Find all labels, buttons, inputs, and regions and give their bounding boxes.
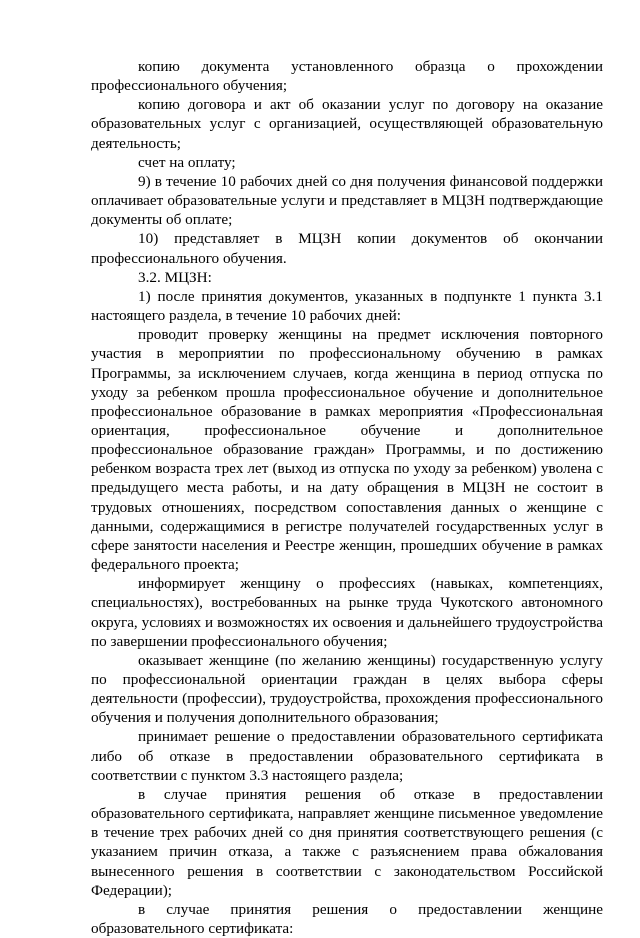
paragraph-invoice: счет на оплату;: [138, 153, 236, 171]
document-page: [91, 57, 603, 938]
paragraph-decision: принимает решение о предоставлении образовательного сертификата либо об отказе в предоставлении образовательного сертификата в соответствии с пунктом 3.3 настоящего раздела;: [91, 728, 603, 784]
paragraph-item-10: 10) представляет в МЦЗН копии документов об окончании профессионального обучения.: [91, 230, 603, 267]
paragraph-contract-copy: копию договора и акт об оказании услуг по договору на оказание образовательных услуг с организацией, осуществляющей образовательную деятельность;: [91, 96, 603, 152]
section-heading-3-2: 3.2. МЦЗН:: [138, 268, 212, 286]
paragraph-verification: проводит проверку женщины на предмет исключения повторного участия в мероприятии по профессиональному обучению в рамках Программы, за исключением случаев, когда женщина в период отпуска по уходу за ребенком прошла профессиональное обучение и дополнительное профессиональное образование в рамках мероприятия «Профессиональная ориентация, профессиональное обучение и дополнительное профессиональное образование граждан» Программы, и по достижению ребенком возраста трех лет (выход из отпуска по уходу за ребенком) уволена с предыдущего места работы, и на дату обращения в МЦЗН не состоит в трудовых отношениях, посредством сопоставления данных о женщине с данными, содержащимися в регистре получателей государственных услуг в сфере занятости населения и Реестре женщин, прошедших обучение в рамках федерального проекта;: [91, 326, 603, 574]
paragraph-career-guidance: оказывает женщине (по желанию женщины) государственную услугу по профессиональной ориентации граждан в целях выбора сферы деятельности (профессии), трудоустройства, прохождения профессионального обучения и получения дополнительного образования;: [91, 651, 603, 727]
paragraph-item-9: 9) в течение 10 рабочих дней со дня получения финансовой поддержки оплачивает образовательные услуги и представляет в МЦЗН подтверждающие документы об оплате;: [91, 172, 603, 229]
paragraph-item-1: 1) после принятия документов, указанных в подпункте 1 пункта 3.1 настоящего раздела, в течение 10 рабочих дней:: [91, 287, 603, 325]
paragraph-refusal-case: в случае принятия решения об отказе в предоставлении образовательного сертификата, направляет женщине письменное уведомление в течение трех рабочих дней со дня принятия соответствующего решения (с указанием причин отказа, а также с разъяснением права обжалования вынесенного решения в соответствии с законодательством Российской Федерации);: [91, 785, 603, 899]
paragraph-grant-case: в случае принятия решения о предоставлении женщине образовательного сертификата:: [91, 900, 603, 938]
paragraph-education-document-copy: копию документа установленного образца о прохождении профессионального обучения;: [91, 58, 603, 95]
paragraph-informs: информирует женщину о профессиях (навыках, компетенциях, специальностях), востребованных на рынке труда Чукотского автономного округа, условиях и возможностях их освоения и дальнейшего трудоустройства по завершении профессионального обучения;: [91, 575, 603, 650]
